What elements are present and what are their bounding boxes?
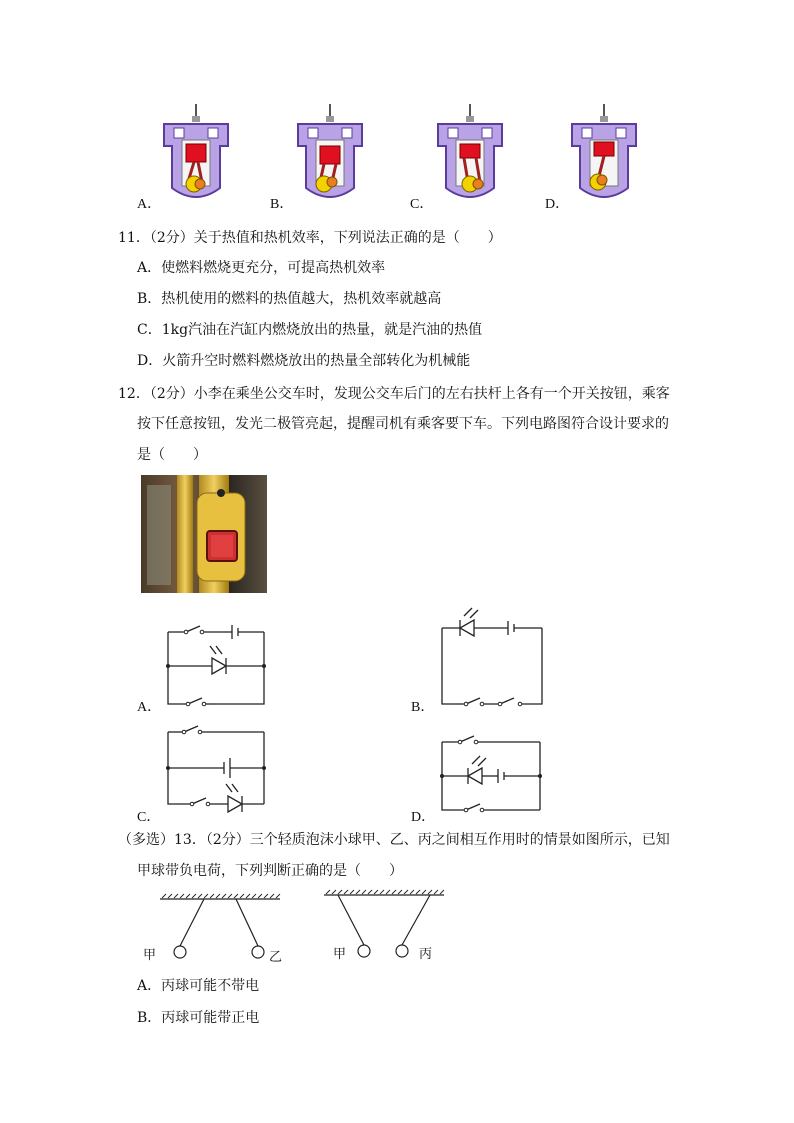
q12-stem-line-3: 是（ ） (137, 447, 207, 463)
ball-label-jia-1: 甲 (143, 948, 157, 963)
q12-option-d[interactable]: D． (411, 810, 436, 825)
q10-option-b[interactable]: B． (270, 197, 294, 212)
q11-stem: 11．（2分）关于热值和热机效率，下列说法正确的是（ ） (118, 230, 502, 246)
q11-option-b[interactable]: B．热机使用的燃料的热值越大，热机效率就越高 (137, 291, 442, 307)
q12-stem-line-1: 12．（2分）小李在乘坐公交车时，发现公交车后门的左右扶杆上各有一个开关按钮，乘客 (118, 386, 670, 402)
circuit-c (160, 722, 270, 812)
q11-option-d[interactable]: D．火箭升空时燃料燃烧放出的热量全部转化为机械能 (137, 353, 471, 369)
q13-stem-line-2: 甲球带负电荷，下列判断正确的是（ ） (137, 863, 403, 879)
q12-stem-line-2: 按下任意按钮，发光二极管亮起，提醒司机有乘客要下车。下列电路图符合设计要求的 (137, 416, 669, 432)
q11-option-c[interactable]: C．1kg汽油在汽缸内燃烧放出的热量，就是汽油的热值 (137, 322, 483, 338)
engine-figure-a (160, 102, 232, 204)
q12-option-c[interactable]: C． (137, 810, 161, 825)
circuit-b (436, 604, 548, 710)
q11-option-a[interactable]: A．使燃料燃烧更充分，可提高热机效率 (137, 260, 386, 276)
engine-figure-b (294, 102, 366, 204)
bus-button-photo (141, 475, 267, 593)
q10-option-c[interactable]: C． (410, 197, 434, 212)
engine-figure-d (568, 102, 640, 204)
q10-option-a[interactable]: A． (137, 197, 162, 212)
ball-label-bing: 丙 (419, 947, 433, 962)
circuit-d (436, 730, 546, 816)
circuit-a (160, 622, 270, 710)
q13-option-a[interactable]: A．丙球可能不带电 (137, 978, 260, 994)
q12-option-b[interactable]: B． (411, 700, 435, 715)
ball-label-yi: 乙 (269, 950, 283, 965)
pendulum-figure-1 (156, 893, 286, 965)
engine-figure-c (434, 102, 506, 204)
ball-label-jia-2: 甲 (333, 947, 347, 962)
q12-option-a[interactable]: A． (137, 700, 162, 715)
q13-option-b[interactable]: B．丙球可能带正电 (137, 1010, 260, 1026)
q10-option-d[interactable]: D． (545, 197, 570, 212)
q13-stem-line-1: （多选）13．（2分）三个轻质泡沫小球甲、乙、丙之间相互作用时的情景如图所示，已知 (118, 832, 670, 848)
